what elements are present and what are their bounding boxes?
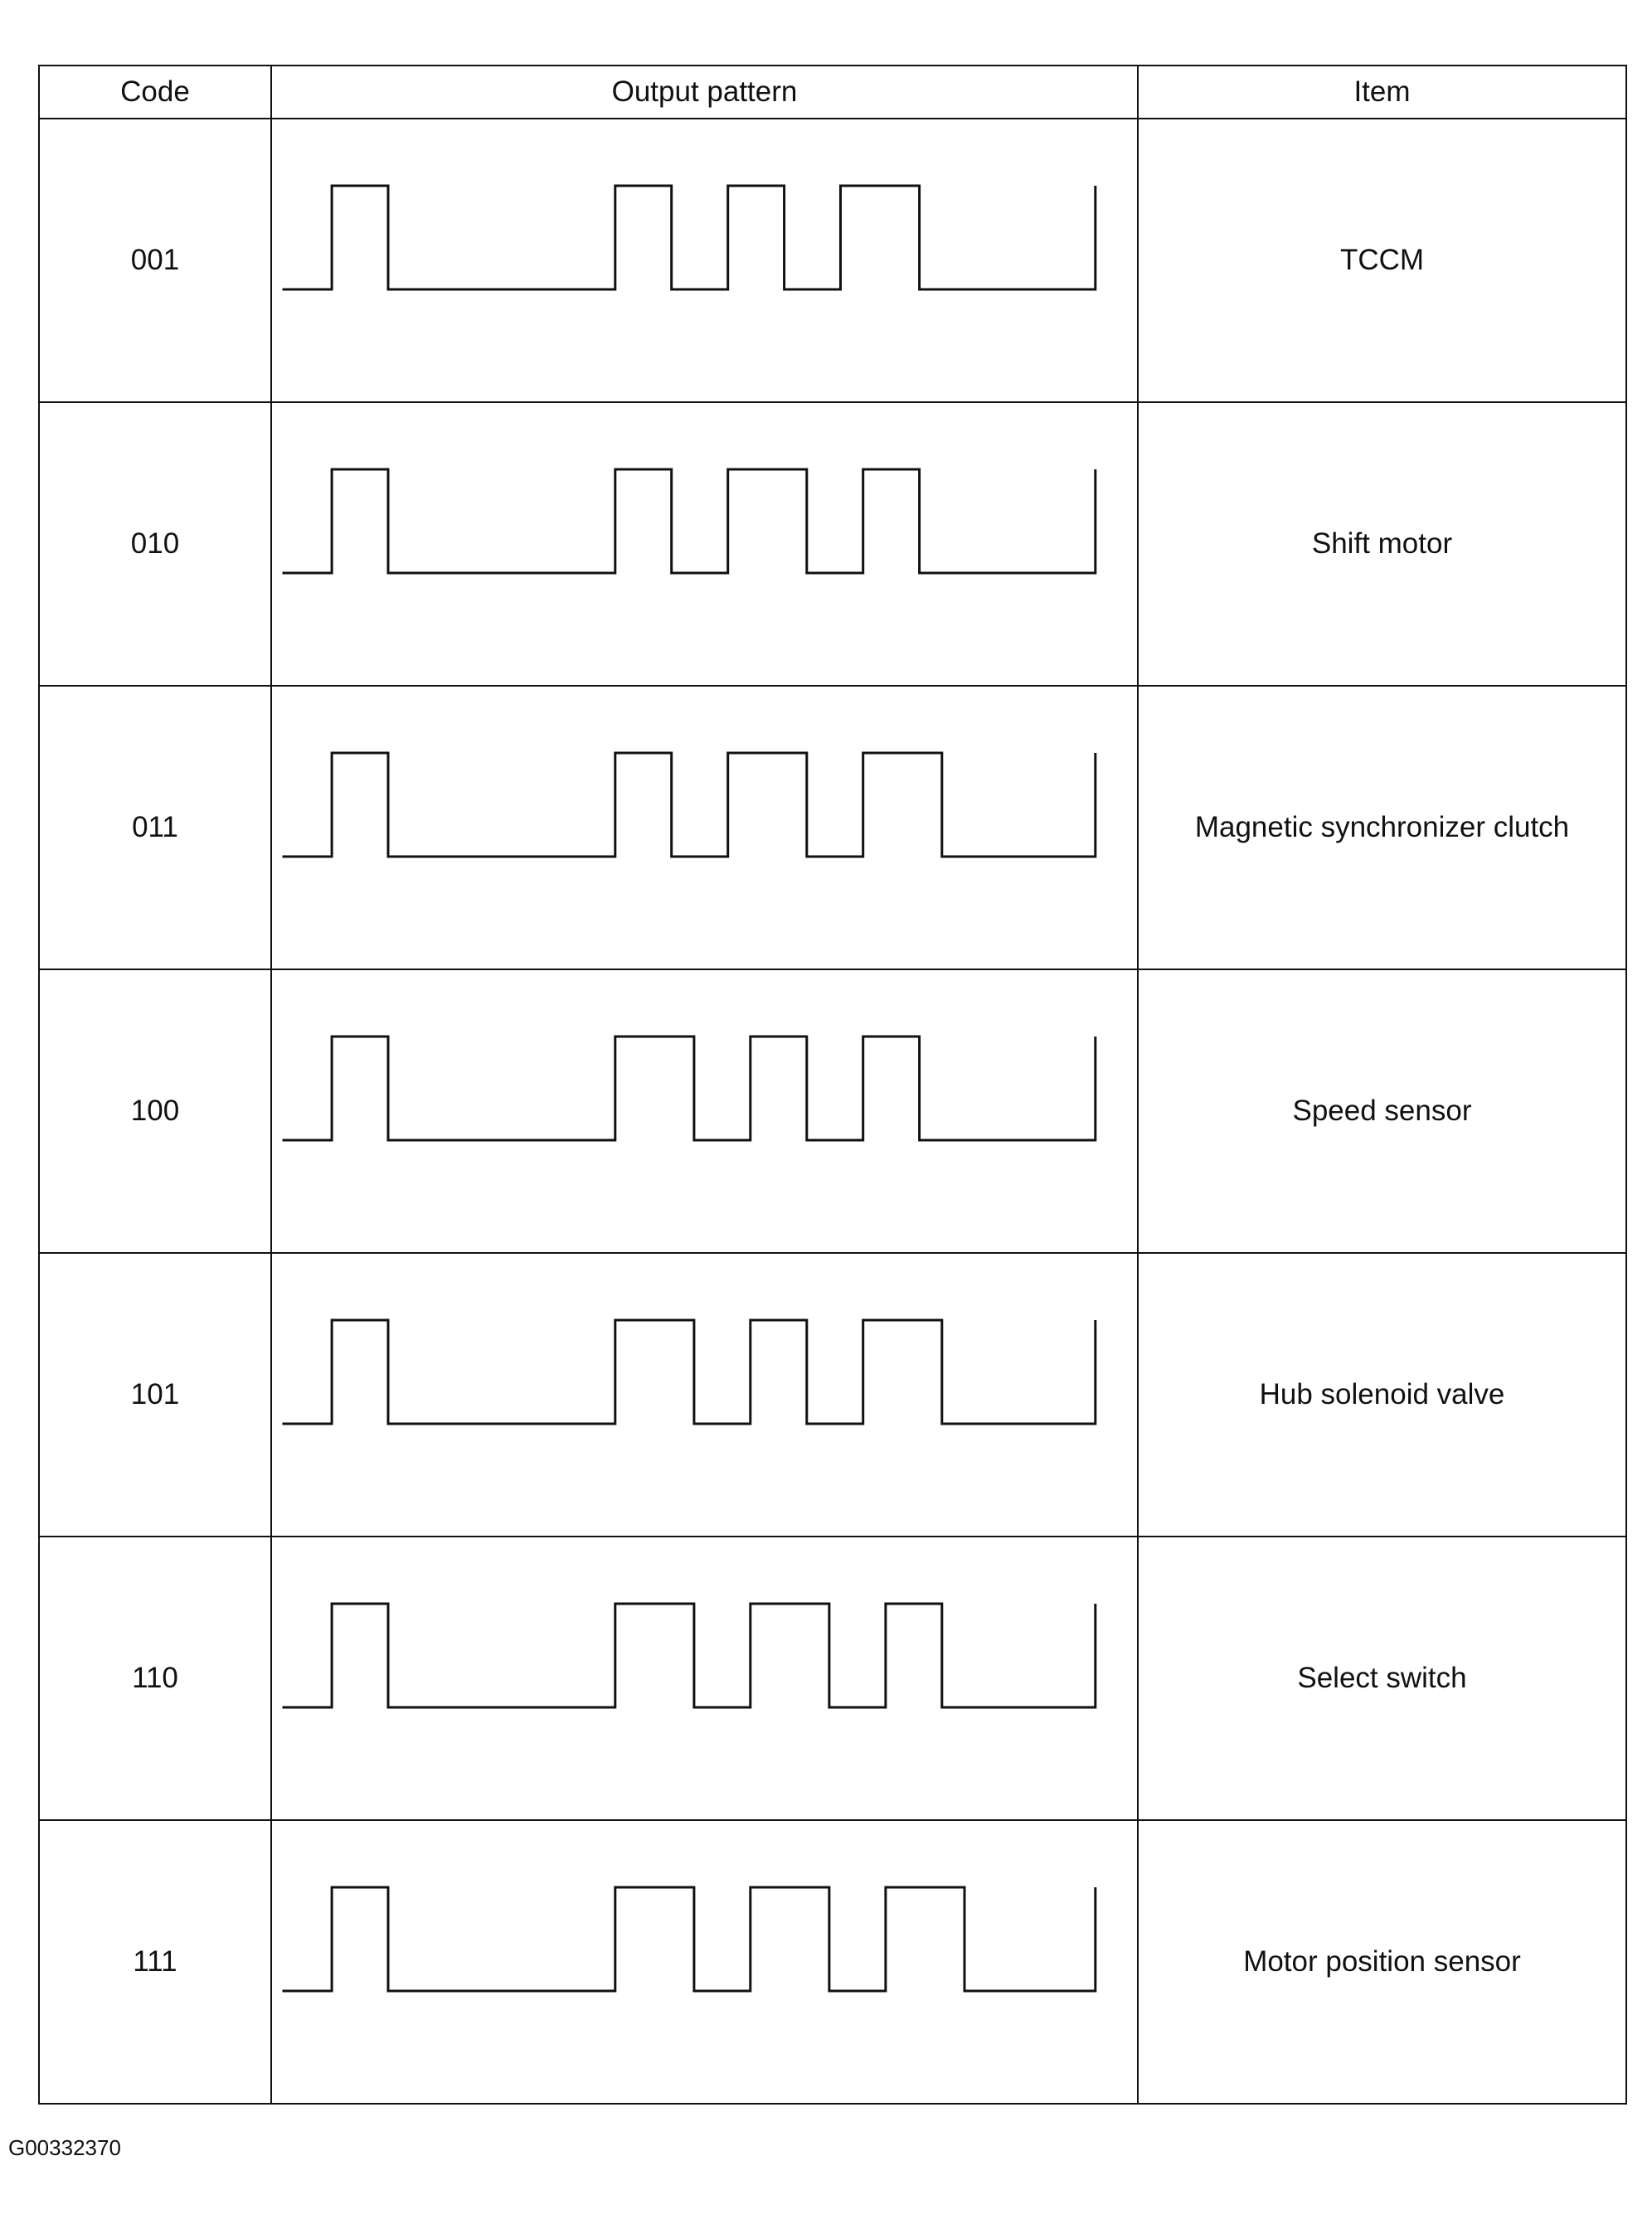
pulse-line — [283, 186, 1096, 289]
output-pattern-cell — [271, 1820, 1138, 2104]
pulse-waveform — [272, 687, 1139, 969]
item-cell: Speed sensor — [1138, 969, 1626, 1253]
code-cell: 010 — [39, 402, 271, 686]
pulse-line — [283, 1604, 1096, 1707]
output-pattern-cell — [271, 1537, 1138, 1820]
pulse-waveform — [272, 1821, 1139, 2103]
code-cell: 001 — [39, 119, 271, 402]
pulse-line — [283, 1037, 1096, 1140]
item-header: Item — [1138, 66, 1626, 119]
item-cell: Hub solenoid valve — [1138, 1253, 1626, 1537]
output-pattern-cell — [271, 1253, 1138, 1537]
code-pattern-table — [38, 65, 1627, 2105]
figure-id: G00332370 — [8, 2135, 121, 2160]
code-cell: 111 — [39, 1820, 271, 2104]
item-cell: Magnetic synchronizer clutch — [1138, 686, 1626, 969]
pulse-waveform — [272, 403, 1139, 685]
pulse-waveform — [272, 119, 1139, 401]
code-cell: 101 — [39, 1253, 271, 1537]
output-pattern-cell — [271, 402, 1138, 686]
item-cell: Select switch — [1138, 1537, 1626, 1820]
output-pattern-header: Output pattern — [271, 66, 1138, 119]
table-row — [39, 1537, 1626, 1820]
table-row — [39, 1820, 1626, 2104]
output-pattern-cell — [271, 969, 1138, 1253]
item-cell: TCCM — [1138, 119, 1626, 402]
output-pattern-cell — [271, 119, 1138, 402]
code-cell: 011 — [39, 686, 271, 969]
item-cell: Shift motor — [1138, 402, 1626, 686]
pulse-waveform — [272, 970, 1139, 1252]
pulse-line — [283, 753, 1096, 857]
item-cell: Motor position sensor — [1138, 1820, 1626, 2104]
code-cell: 110 — [39, 1537, 271, 1820]
pulse-line — [283, 1320, 1096, 1424]
pulse-line — [283, 1887, 1096, 1991]
code-header: Code — [39, 66, 271, 119]
table-row — [39, 686, 1626, 969]
pulse-line — [283, 469, 1096, 573]
table-row — [39, 1253, 1626, 1537]
table-row — [39, 969, 1626, 1253]
table-row — [39, 402, 1626, 686]
code-cell: 100 — [39, 969, 271, 1253]
table-row — [39, 119, 1626, 402]
pulse-waveform — [272, 1254, 1139, 1536]
output-pattern-cell — [271, 686, 1138, 969]
header-row — [39, 66, 1626, 119]
pulse-waveform — [272, 1537, 1139, 1819]
